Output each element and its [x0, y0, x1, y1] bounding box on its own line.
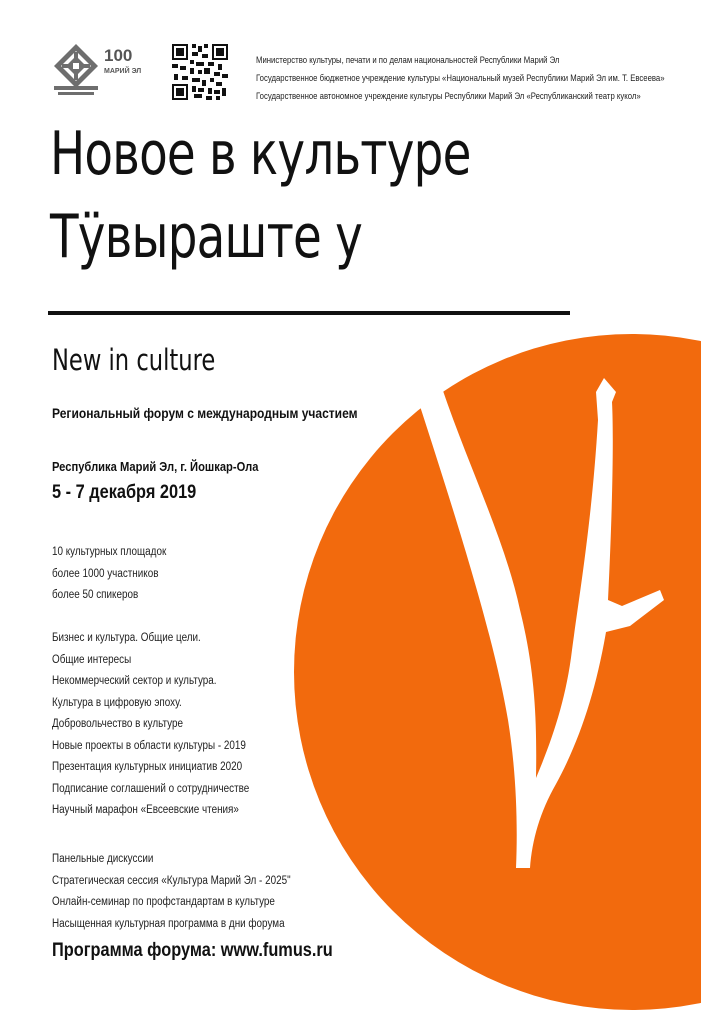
list-item: Добровольчество в культуре: [52, 718, 183, 730]
list-item: 10 культурных площадок: [52, 546, 167, 558]
list-item: Некоммерческий сектор и культура.: [52, 675, 217, 687]
event-location: Республика Марий Эл, г. Йошкар-Ола: [52, 459, 259, 474]
list-item: более 50 спикеров: [52, 589, 139, 601]
forum-type: Региональный форум с международным участием: [52, 405, 358, 421]
list-item: Насыщенная культурная программа в дни форума: [52, 917, 285, 930]
orange-circle: [294, 334, 701, 1010]
list-item: Презентация культурных инициатив 2020: [52, 761, 243, 773]
subtitle-english: New in culture: [52, 343, 216, 377]
list-item: Стратегическая сессия «Культура Марий Эл - 2025": [52, 874, 291, 887]
logo-caption: МАРИЙ ЭЛ: [104, 68, 142, 75]
list-item: Новые проекты в области культуры - 2019: [52, 739, 246, 752]
list-item: Культура в цифровую эпоху.: [52, 696, 182, 709]
qr-code-icon: [172, 44, 228, 100]
list-item: более 1000 участников: [52, 567, 159, 580]
page-title-line-1: Новое в культуре: [50, 119, 471, 189]
page-title-line-2: Тӱвыраште у: [50, 202, 363, 272]
organization-line: Министерство культуры, печати и по делам национальностей Республики Марий Эл: [256, 55, 560, 65]
list-item: Общие интересы: [52, 653, 132, 666]
organizations-list: [256, 51, 665, 105]
events-list: [52, 849, 291, 935]
event-dates: 5 - 7 декабря 2019: [52, 482, 197, 503]
list-item: Бизнес и культура. Общие цели.: [52, 632, 201, 644]
list-item: Научный марафон «Евсеевские чтения»: [52, 804, 239, 816]
stats-list: [52, 542, 166, 607]
program-link[interactable]: Программа форума: www.fumus.ru: [52, 940, 333, 961]
topics-list: [52, 628, 249, 822]
organization-line: Государственное автономное учреждение культуры Республики Марий Эл «Республиканский театр кукол»: [256, 91, 641, 101]
list-item: Онлайн-семинар по профстандартам в культуре: [52, 896, 275, 908]
organization-line: Государственное бюджетное учреждение культуры «Национальный музей Республики Марий Эл им. Т. Евсеева»: [256, 73, 665, 83]
title-divider: [48, 311, 570, 315]
list-item: Подписание соглашений о сотрудничестве: [52, 782, 250, 795]
list-item: Панельные дискуссии: [52, 853, 154, 865]
logo-number: 100: [104, 46, 133, 65]
